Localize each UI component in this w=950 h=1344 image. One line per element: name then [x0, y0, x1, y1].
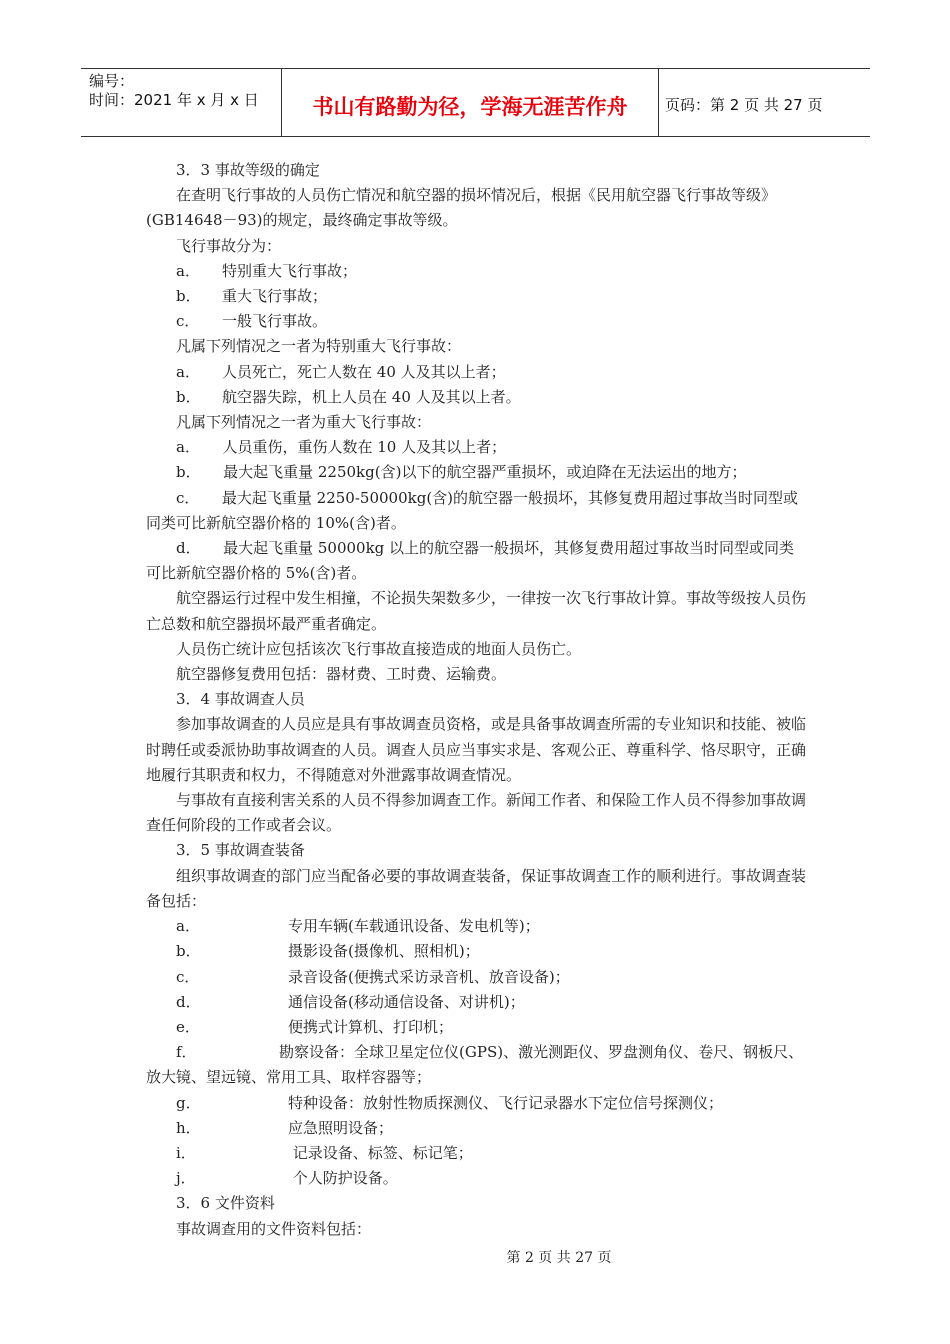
header-motto: 书山有路勤为径，学海无涯苦作舟 — [282, 69, 659, 136]
page-header — [81, 68, 870, 137]
paragraph: 组织事故调查的部门应当配备必要的事故调查装备，保证事故调查工作的顺利进行。事故调查装备包括： — [146, 866, 807, 910]
section-heading-3-3: 3．3 事故等级的确定 — [176, 161, 320, 179]
list-item: j． 个人防护设备。 — [176, 1169, 398, 1188]
section-heading-3-5: 3．5 事故调查装备 — [176, 841, 305, 860]
document-body — [146, 158, 806, 1242]
paragraph: 人员伤亡统计应包括该次飞行事故直接造成的地面人员伤亡。 — [176, 639, 582, 658]
list-item: a． 人员重伤，重伤人数在 10 人及其以上者； — [176, 438, 507, 457]
list-item: c． 最大起飞重量 2250-50000kg(含)的航空器一般损坏，其修复费用超过事故当时同型或同类可比新航空器价格的 10%(含)者。 — [146, 488, 799, 532]
doc-number-label: 编号： — [89, 72, 135, 90]
list-item: a． 特别重大飞行事故； — [176, 261, 358, 280]
list-item: d． 通信设备(移动通信设备、对讲机)； — [176, 992, 525, 1011]
doc-date: 时间：2021 年 x 月 x 日 — [89, 91, 259, 109]
header-page-info: 页码：第 2 页 共 27 页 — [665, 96, 823, 114]
paragraph: 飞行事故分为： — [176, 236, 282, 255]
list-item: e． 便携式计算机、打印机； — [176, 1017, 454, 1036]
list-item: b． 摄影设备(摄像机、照相机)； — [176, 942, 480, 961]
paragraph: 凡属下列情况之一者为重大飞行事故： — [176, 413, 432, 432]
list-item: a． 专用车辆(车载通讯设备、发电机等)； — [176, 917, 540, 936]
section-heading-3-4: 3．4 事故调查人员 — [176, 690, 305, 709]
paragraph: 航空器修复费用包括：器材费、工时费、运输费。 — [176, 665, 507, 684]
list-item: c． 一般飞行事故。 — [176, 312, 328, 331]
list-item: i． 记录设备、标签、标记笔； — [176, 1143, 473, 1162]
list-item: b． 航空器失踪，机上人员在 40 人及其以上者。 — [176, 387, 521, 406]
list-item: f． 勘察设备：全球卫星定位仪(GPS)、激光测距仪、罗盘测角仪、卷尺、钢板尺、放大镜、望远镜、常用工具、取样容器等； — [146, 1043, 804, 1087]
header-meta — [81, 69, 282, 136]
section-heading-3-6: 3．6 文件资料 — [176, 1194, 275, 1213]
paragraph: 航空器运行过程中发生相撞，不论损失架数多少，一律按一次飞行事故计算。事故等级按人员伤亡总数和航空器损坏最严重者确定。 — [146, 589, 807, 633]
list-item: a． 人员死亡，死亡人数在 40 人及其以上者； — [176, 362, 506, 381]
page-footer: 第 2 页 共 27 页 — [506, 1250, 612, 1266]
list-item: d． 最大起飞重量 50000kg 以上的航空器一般损坏，其修复费用超过事故当时同型或同类可比新航空器价格的 5%(含)者。 — [146, 539, 795, 583]
paragraph: 与事故有直接利害关系的人员不得参加调查工作。新闻工作者、和保险工作人员不得参加事故调查任何阶段的工作或者会议。 — [146, 791, 807, 835]
list-item: g． 特种设备：放射性物质探测仪、飞行记录器水下定位信号探测仪； — [176, 1093, 724, 1112]
list-item: b． 重大飞行事故； — [176, 287, 328, 306]
paragraph: 在查明飞行事故的人员伤亡情况和航空器的损坏情况后，根据《民用航空器飞行事故等级》(GB14648－93)的规定，最终确定事故等级。 — [146, 186, 777, 230]
paragraph: 参加事故调查的人员应是具有事故调查员资格，或是具备事故调查所需的专业知识和技能、被临时聘任或委派协助事故调查的人员。调查人员应当事实求是、客观公正、尊重科学、恪尽职守，正确地履行其职责和权力，不得随意对外泄露事故调查情况。 — [146, 715, 807, 784]
list-item: h． 应急照明设备； — [176, 1118, 394, 1137]
list-item: b． 最大起飞重量 2250kg(含)以下的航空器严重损坏，或迫降在无法运出的地方； — [176, 463, 747, 482]
list-item: c． 录音设备(便携式采访录音机、放音设备)； — [176, 967, 570, 986]
paragraph: 事故调查用的文件资料包括： — [176, 1219, 372, 1238]
paragraph: 凡属下列情况之一者为特别重大飞行事故： — [176, 337, 462, 356]
